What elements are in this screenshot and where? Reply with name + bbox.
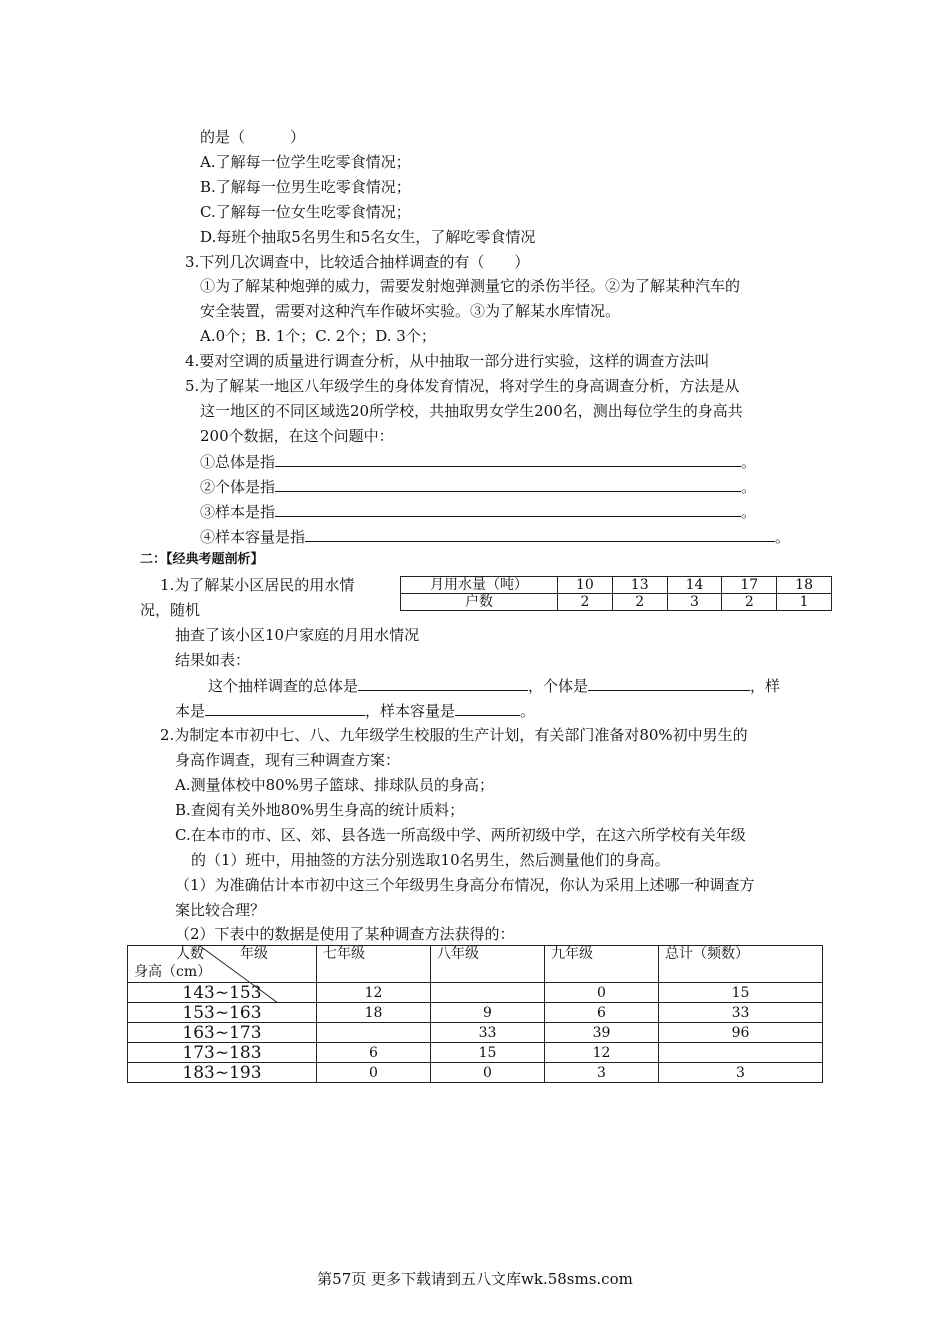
table-cell: 3 [545, 1063, 659, 1083]
q5-blank-3 [200, 501, 756, 522]
q5-line1: 5.为了解某一地区八年级学生的身体发育情况，将对学生的身高调查分析，方法是从 [185, 377, 740, 395]
table-cell: 18 [317, 1003, 431, 1023]
table-cell: 33 [431, 1023, 545, 1043]
answer-blank[interactable] [588, 675, 750, 691]
table-cell: 39 [545, 1023, 659, 1043]
answer-blank[interactable] [205, 700, 365, 716]
period: 。 [775, 528, 791, 546]
ex2-line2: 身高作调查，现有三种调查方案： [175, 751, 401, 769]
table-row [401, 577, 832, 594]
q5-line2: 这一地区的不同区域选20所学校，共抽取男女学生200名，测出每位学生的身高共 [200, 402, 743, 420]
table-cell: 2 [722, 594, 777, 611]
q5-blank-4 [200, 526, 790, 547]
ex2-part1a: （1）为准确估计本市初中这三个年级男生身高分布情况，你认为采用上述哪一种调查方 [175, 876, 755, 894]
table-cell: 2 [558, 594, 613, 611]
q2-stem: 的是（ ） [200, 128, 306, 146]
table-cell: 0 [545, 983, 659, 1003]
section-title: 二：【经典考题剖析】 [140, 552, 264, 567]
table-cell: 15 [659, 983, 823, 1003]
q2-option-b: B.了解每一位男生吃零食情况； [200, 178, 411, 196]
corner-label: 年级 [240, 946, 268, 962]
period: 。 [741, 453, 757, 471]
q3-line1: ①为了解某种炮弹的威力，需要发射炮弹测量它的杀伤半径。②为了解某种汽车的 [200, 277, 741, 295]
ex2-option-c2: 的（1）班中，用抽签的方法分别选取10名男生，然后测量他们的身高。 [191, 851, 670, 869]
answer-blank[interactable] [275, 501, 741, 517]
table-cell: 3 [659, 1063, 823, 1083]
table-cell: 3 [667, 594, 722, 611]
table-header: 户数 [401, 594, 558, 611]
ex2-part2: （2）下表中的数据是使用了某种调查方法获得的： [175, 925, 515, 943]
q2-option-c: C.了解每一位女生吃零食情况； [200, 203, 411, 221]
table-cell: 96 [659, 1023, 823, 1043]
ex2-part1b: 案比较合理？ [175, 901, 266, 919]
table-cell [317, 1023, 431, 1043]
row-label: 183~193 [128, 1063, 317, 1083]
table-header-row [128, 946, 823, 983]
label: ，样本容量是 [365, 702, 456, 720]
table-cell [659, 1043, 823, 1063]
label: ②个体是指 [200, 478, 276, 496]
period: 。 [741, 503, 757, 521]
label: 这个抽样调查的总体是 [208, 677, 359, 695]
table-cell: 14 [667, 577, 722, 594]
table-cell: 6 [545, 1003, 659, 1023]
corner-label: 身高（cm） [134, 964, 212, 980]
table-cell: 17 [722, 577, 777, 594]
q2-option-a: A.了解每一位学生吃零食情况； [200, 153, 411, 171]
table-row [128, 1043, 823, 1063]
q3-options: A.0个；B. 1个；C. 2个；D. 3个； [200, 327, 436, 345]
ex1-line5 [208, 675, 780, 696]
answer-blank[interactable] [275, 451, 741, 467]
ex1-line2: 况，随机 [140, 601, 201, 619]
table-cell: 12 [545, 1043, 659, 1063]
table-row [128, 1023, 823, 1043]
water-usage-table [400, 576, 832, 611]
table-cell: 15 [431, 1043, 545, 1063]
label: ，样 [750, 677, 781, 695]
ex2-line1: 2.为制定本市初中七、八、九年级学生校服的生产计划，有关部门准备对80%初中男生的 [160, 726, 748, 744]
table-cell: 13 [612, 577, 667, 594]
q4-stem: 4.要对空调的质量进行调查分析，从中抽取一部分进行实验，这样的调查方法叫 [185, 352, 710, 370]
answer-blank[interactable] [455, 700, 520, 716]
table-cell: 33 [659, 1003, 823, 1023]
ex1-line6 [175, 700, 535, 721]
row-label: 153~163 [128, 1003, 317, 1023]
column-header: 八年级 [431, 946, 545, 983]
row-label: 143~153 [128, 983, 317, 1003]
answer-blank[interactable] [305, 526, 775, 542]
table-cell [431, 983, 545, 1003]
ex1-line3: 抽查了该小区10户家庭的月用水情况 [175, 626, 420, 644]
label: ①总体是指 [200, 453, 276, 471]
column-header: 总计（频数） [659, 946, 823, 983]
q3-line2: 安全装置，需要对这种汽车作破坏实验。③为了解某水库情况。 [200, 302, 621, 320]
table-cell: 6 [317, 1043, 431, 1063]
table-cell: 1 [777, 594, 832, 611]
table-cell: 0 [431, 1063, 545, 1083]
label: 本是 [175, 702, 206, 720]
table-cell: 0 [317, 1063, 431, 1083]
table-cell: 12 [317, 983, 431, 1003]
row-label: 163~173 [128, 1023, 317, 1043]
q2-option-d: D.每班个抽取5名男生和5名女生，了解吃零食情况 [200, 228, 536, 246]
corner-label: 人数 [176, 946, 204, 962]
table-header: 月用水量（吨） [401, 577, 558, 594]
table-cell: 2 [612, 594, 667, 611]
table-cell: 10 [558, 577, 613, 594]
ex2-option-a: A.测量体校中80%男子篮球、排球队员的身高； [175, 776, 494, 794]
answer-blank[interactable] [358, 675, 528, 691]
corner-cell [128, 946, 317, 983]
ex2-option-c1: C.在本市的市、区、郊、县各选一所高级中学、两所初级中学，在这六所学校有关年级 [175, 826, 746, 844]
label: ③样本是指 [200, 503, 276, 521]
label: 。 [520, 702, 536, 720]
table-cell: 18 [777, 577, 832, 594]
table-row [128, 1003, 823, 1023]
row-label: 173~183 [128, 1043, 317, 1063]
page-footer: 第57页 更多下载请到五八文库wk.58sms.com [317, 1270, 633, 1288]
q5-blank-2 [200, 476, 756, 497]
q5-line3: 200个数据，在这个问题中： [200, 427, 394, 445]
ex1-line4: 结果如表： [175, 651, 251, 669]
ex1-line1: 1.为了解某小区居民的用水情 [160, 576, 355, 594]
label: ④样本容量是指 [200, 528, 306, 546]
table-row [128, 1063, 823, 1083]
height-distribution-table [127, 945, 823, 1083]
period: 。 [741, 478, 757, 496]
label: ，个体是 [528, 677, 589, 695]
q3-stem: 3.下列几次调查中，比较适合抽样调查的有（ ） [185, 253, 530, 271]
column-header: 九年级 [545, 946, 659, 983]
table-cell: 9 [431, 1003, 545, 1023]
answer-blank[interactable] [275, 476, 741, 492]
q5-blank-1 [200, 451, 756, 472]
column-header: 七年级 [317, 946, 431, 983]
ex2-option-b: B.查阅有关外地80%男生身高的统计质料； [175, 801, 465, 819]
table-row [401, 594, 832, 611]
